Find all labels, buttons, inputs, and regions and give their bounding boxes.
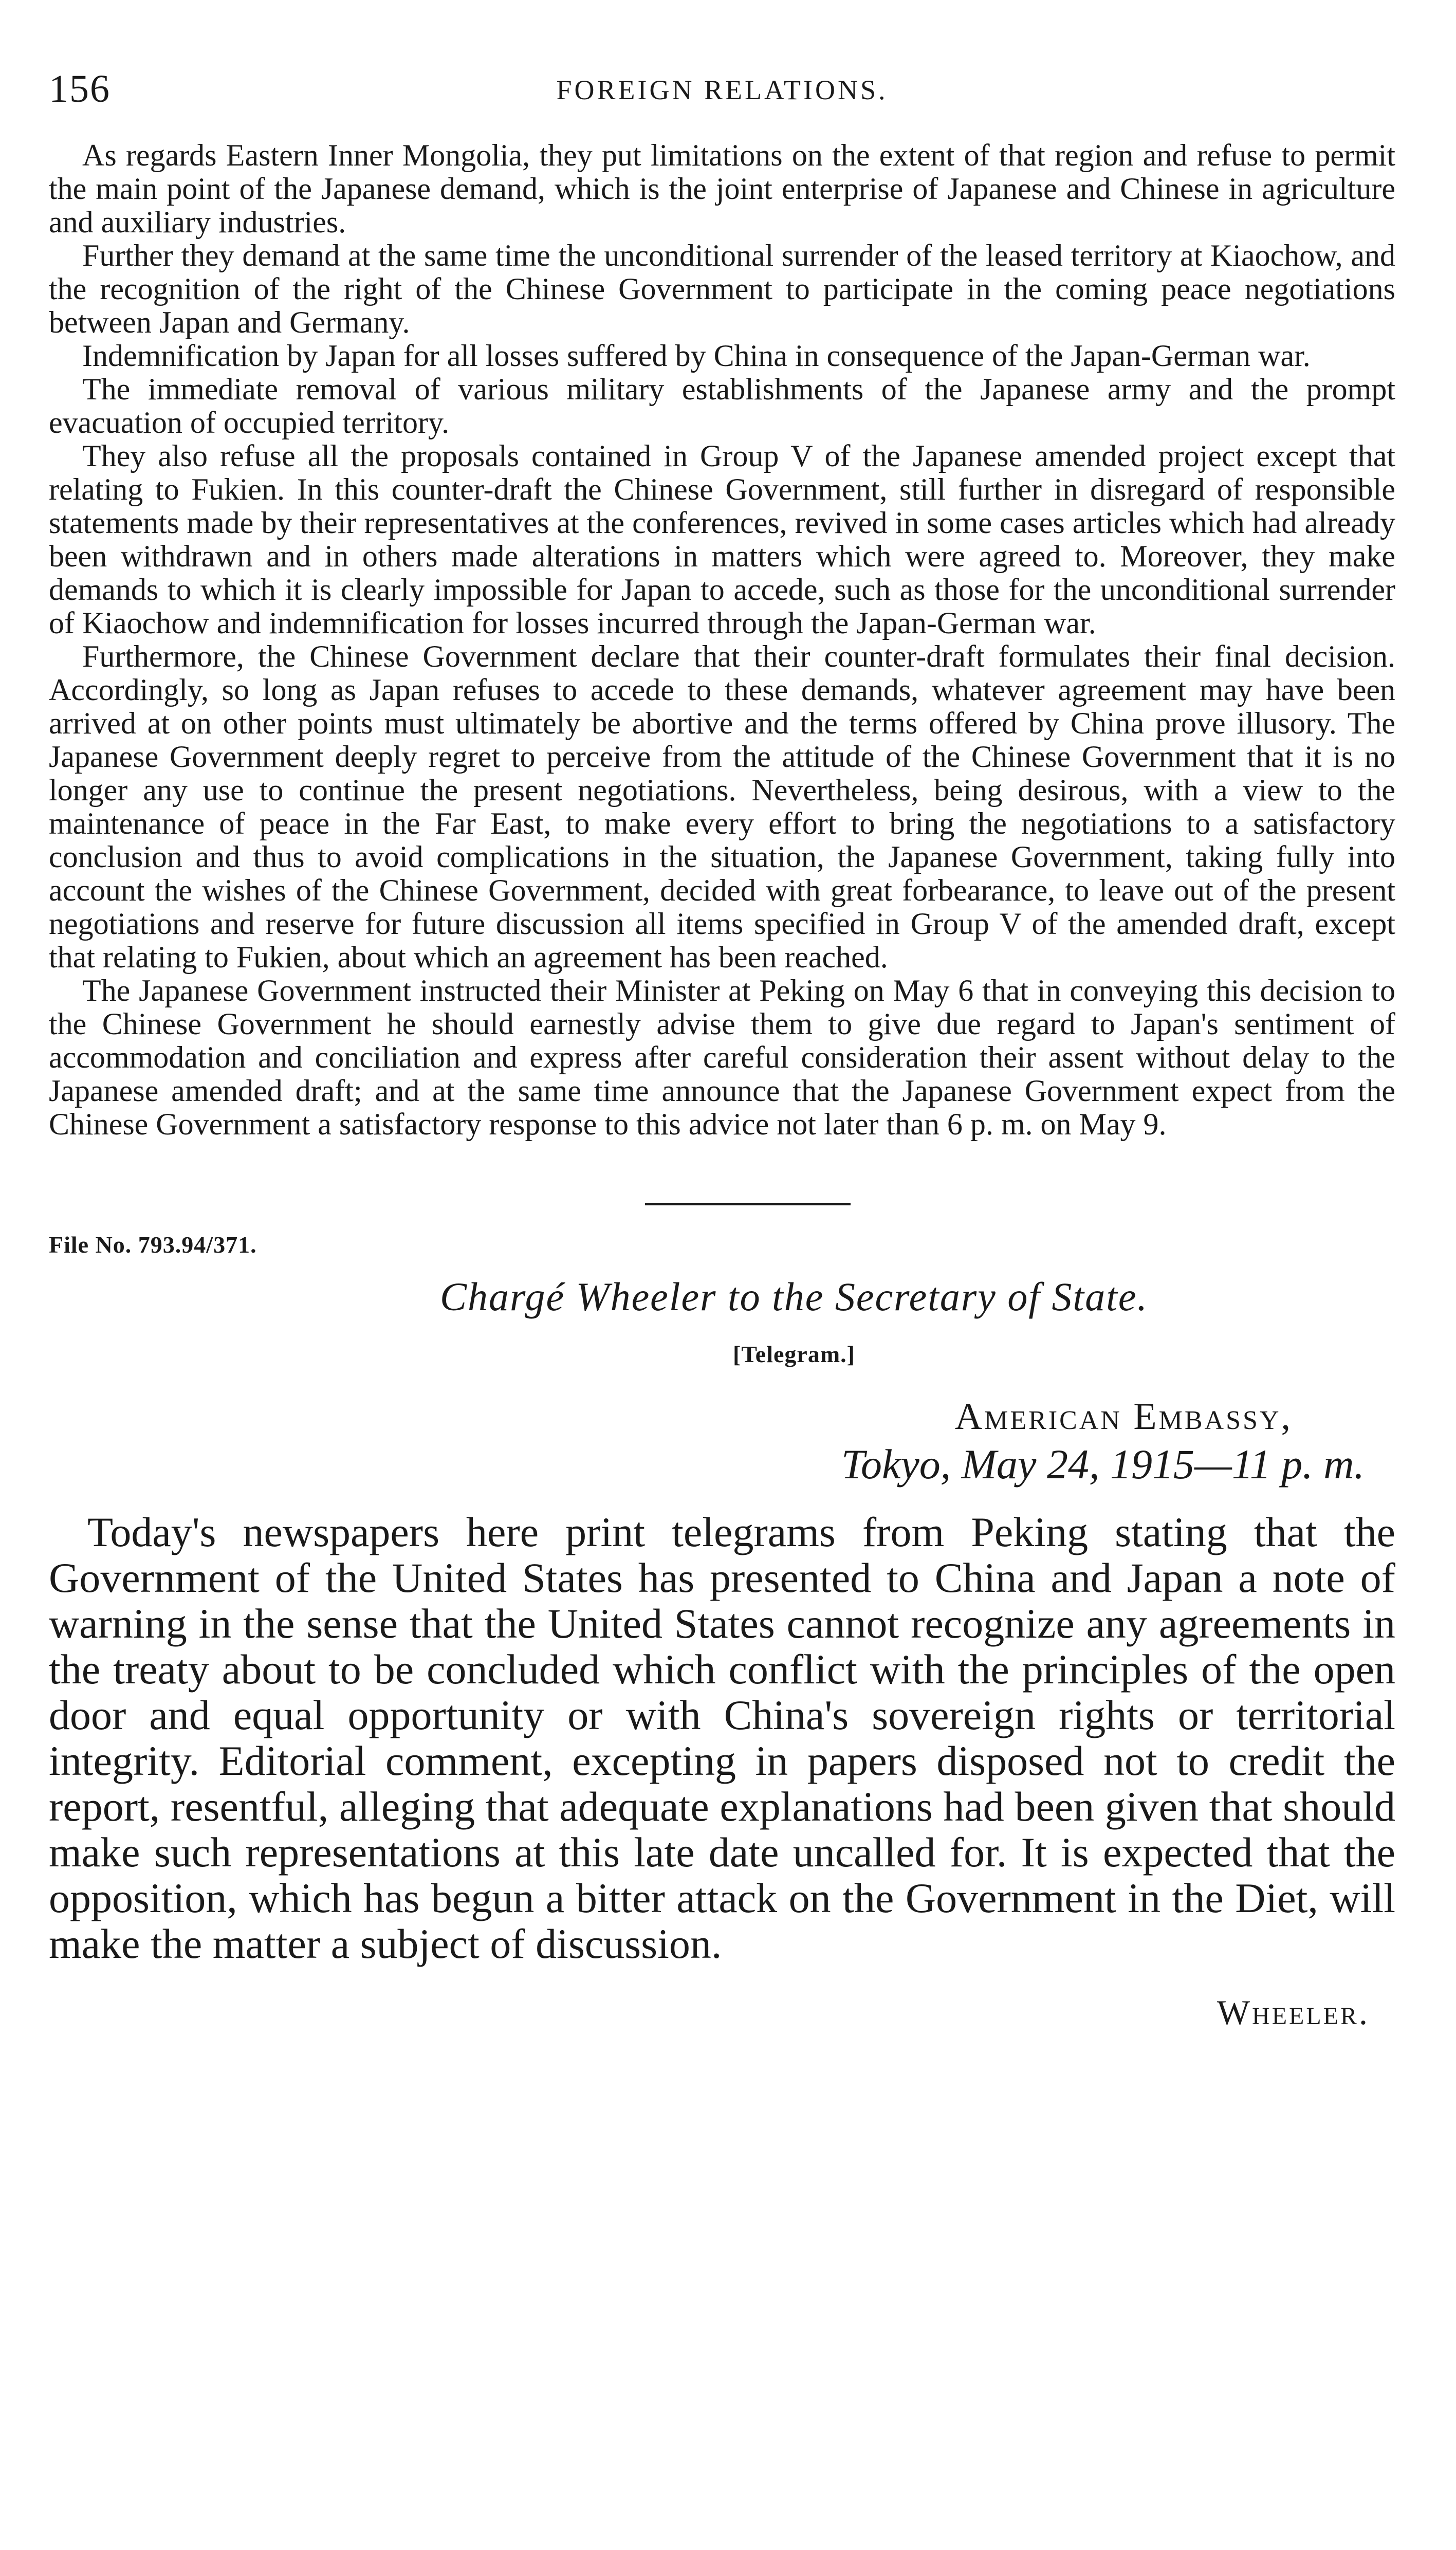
running-title: FOREIGN RELATIONS. <box>556 75 888 105</box>
telegram-body: Today's newspapers here print telegrams from Peking stating that the Government of the United States has presented to China and Japan a note of warning in the sense that the United States cannot recognize any agreements in the treaty about to be concluded which conflict with the principles of the open door and equal opportunity or with China's sovereign rights or territorial integrity. Editorial comment, excepting in papers disposed not to credit the report, resentful, alleging that adequate explanations had been given that should make such representations at this late date uncalled for. It is expected that the opposition, which has begun a bitter attack on the Government in the Diet, will make the matter a subject of discussion. <box>49 1509 1395 1967</box>
dateline: Tokyo, May 24, 1915—11 p. m. <box>841 1441 1365 1488</box>
sender-office: American Embassy, <box>954 1396 1293 1438</box>
signature: Wheeler. <box>1217 1993 1370 2032</box>
document-page <box>49 67 1395 2033</box>
paragraph: As regards Eastern Inner Mongolia, they put limitations on the extent of that region and refuse to permit the main point of the Japanese demand, which is the joint enterprise of Japanese and Chinese in agriculture and auxiliary industries. <box>49 138 1395 239</box>
continuation-text <box>49 139 1395 1141</box>
section-divider <box>645 1203 851 1205</box>
paragraph: Indemnification by Japan for all losses suffered by China in consequence of the Japan-German war. <box>82 339 1311 373</box>
paragraph: The immediate removal of various military establishments of the Japanese army and the prompt evacuation of occupied territory. <box>49 372 1395 439</box>
paragraph: Further they demand at the same time the unconditional surrender of the leased territory at Kiaochow, and the recognition of the right of the Chinese Government to participate in the coming peace negotiations between Japan and Germany. <box>49 239 1395 339</box>
document-title: Chargé Wheeler to the Secretary of State. <box>439 1274 1149 1319</box>
paragraph: The Japanese Government instructed their Minister at Peking on May 6 that in conveying this decision to the Chinese Government he should earnestly advise them to give due regard to Japan's sentiment of accommodation and conciliation and express after careful consideration their assent without delay to the Japanese amended draft; and at the same time announce that the Japanese Government expect from the Chinese Government a satisfactory response to this advice not later than 6 p. m. on May 9. <box>49 974 1395 1141</box>
paragraph: They also refuse all the proposals contained in Group V of the Japanese amended project except that relating to Fukien. In this counter-draft the Chinese Government, still further in disregard of responsible statements made by their representatives at the conferences, revived in some cases articles which had already been withdrawn and in others made alterations in matters which were agreed to. Moreover, they make demands to which it is clearly impossible for Japan to accede, such as those for the unconditional surrender of Kiaochow and indemnification for losses incurred through the Japan-German war. <box>49 439 1395 640</box>
file-number: File No. 793.94/371. <box>49 1232 257 1258</box>
running-head <box>49 67 1395 123</box>
page-number: 156 <box>49 67 110 111</box>
document-type-label: [Telegram.] <box>733 1341 855 1367</box>
paragraph: Furthermore, the Chinese Government declare that their counter-draft formulates their final decision. Accordingly, so long as Japan refuses to accede to these demands, whatever agreement may have been arrived at on other points must ultimately be abortive and the terms offered by China prove illusory. The Japanese Government deeply regret to perceive from the attitude of the Chinese Government that it is no longer any use to continue the present negotiations. Nevertheless, being desirous, with a view to the maintenance of peace in the Far East, to make every effort to bring the negotiations to a satisfactory conclusion and thus to avoid complications in the situation, the Japanese Government, taking fully into account the wishes of the Chinese Government, decided with great forbearance, to leave out of the present negotiations and reserve for future discussion all items specified in Group V of the amended draft, except that relating to Fukien, about which an agreement has been reached. <box>49 639 1395 974</box>
